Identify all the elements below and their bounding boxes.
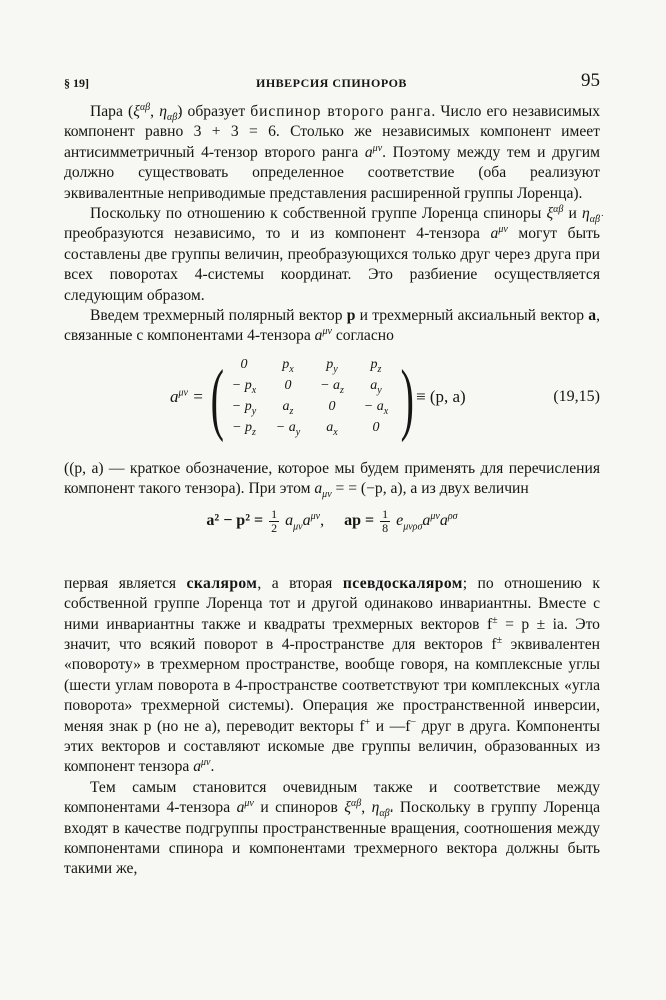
paragraph-5: первая является скаляром, а вторая псевдоскаляром; по отношению к собственной группе Лоренца тот и другой одинаково инвариантны. Вместе с ними инвариантны также и квадраты трехмерных векторов f± = p ± ia. Это значит, что всякий поворот в 4-пространстве для векторов f± эквивалентен «повороту» в трехмерном пространстве, вообще говоря, на комплексные углы (шести углам поворота в 4-пространстве соответствуют три комплексных «угла поворота» трехмерной системы). Операция же пространственной инверсии, меняя знак p (но не a), переводит векторы f+ и —f− друг в друга. Компоненты этих векторов и составляют искомые две группы величин, образованных из компонент тензора $a^{\mu\nu}$. bbox=[64, 574, 601, 776]
matrix-cell: − $a_x$ bbox=[363, 399, 389, 417]
paragraph-4: ((p, a) — краткое обозначение, которое мы будем применять для перечисления компонент такого тензора). При этом $a_{\mu\nu}$ = = (−p, a), а из двух величин bbox=[64, 459, 600, 501]
matrix-row bbox=[222, 418, 398, 439]
matrix-cell: − $a_y$ bbox=[275, 420, 301, 438]
matrix-cell: $a_y$ bbox=[370, 378, 382, 396]
matrix-cell: $p_z$ bbox=[370, 357, 382, 375]
paragraph-6: Тем самым становится очевидным также и соответствие между компонентами 4-тензора $a^{\mu\nu}$ и спиноров $\xi^{\alpha\beta}$, $\eta_{\alphȧ\betȧ}$. Поскольку в группу Лоренца входят в качестве подгруппы пространственные вращения, соотношения между компонентами спинора и компонентами трехмерного вектора должны быть такими же, bbox=[64, 778, 600, 878]
matrix-cell: − $p_z$ bbox=[232, 420, 256, 438]
right-paren: ) bbox=[400, 354, 414, 443]
eq-lhs: $a^{\mu\nu}$ = bbox=[170, 386, 204, 406]
matrix-cell: 0 bbox=[372, 420, 380, 436]
matrix-cell: 0 bbox=[328, 399, 336, 415]
running-header bbox=[64, 66, 600, 102]
body-text bbox=[64, 102, 600, 880]
matrix-cell: − $p_y$ bbox=[231, 399, 257, 417]
matrix-cell: $p_x$ bbox=[282, 357, 294, 375]
matrix-cell: − $a_z$ bbox=[320, 378, 344, 396]
paragraph-2: Поскольку по отношению к собственной группе Лоренца спиноры $\xi^{\alpha\beta}$ и $\eta_{\alphȧ\betȧ}$ преобразуются независимо, то и из компонент 4-тензора $a^{\mu\nu}$ могут быть составлены две группы величин, преобразующихся только друг через друга при всех поворотах 4-системы координат. Это разбиение осуществляется следующим образом. bbox=[64, 203, 600, 304]
section-marker: § 19] bbox=[64, 76, 89, 90]
fraction-one-eighth: $\frac{1}{8}$ bbox=[382, 506, 389, 535]
paragraph-3: Введем трехмерный полярный вектор p и трехмерный аксиальный вектор a, связанные с компонентами 4-тензора $a^{\mu\nu}$ согласно bbox=[64, 307, 600, 345]
term-bispinor: биспинор второго ранга bbox=[250, 103, 432, 120]
fraction-one-half: $\frac{1}{2}$ bbox=[271, 506, 278, 535]
page-number: 95 bbox=[581, 70, 600, 91]
matrix-cell: − $p_x$ bbox=[231, 378, 257, 396]
term-scalar: скаляром bbox=[186, 574, 258, 592]
matrix-cell: $p_y$ bbox=[326, 357, 338, 375]
equation-19-15 bbox=[64, 353, 600, 453]
matrix-cell: 0 bbox=[240, 357, 248, 373]
matrix-cell: $a_x$ bbox=[326, 420, 338, 438]
matrix-cell: $a_z$ bbox=[282, 399, 294, 417]
book-page bbox=[64, 66, 600, 880]
term-pseudoscalar: псевдоскаляром bbox=[342, 574, 463, 592]
equation-number: (19,15) bbox=[553, 387, 600, 405]
matrix-cell: 0 bbox=[284, 378, 292, 394]
left-paren: ( bbox=[210, 354, 224, 443]
paragraph-1: Пара ($\xi^{\alpha\beta}$, $\eta_{\alphȧ\betȧ}$) образует биспинор второго ранга. Число его независимых компонент равно 3 + 3 = 6. Столько же независимых компонент имеет антисимметричный 4-тензор второго ранга $a^{\mu\nu}$. Поэтому между тем и другим должно существовать определенное соответствие (оба реализуют эквивалентные неприводимые представления расширенной группы Лоренца). bbox=[64, 101, 601, 202]
matrix-row bbox=[222, 355, 398, 376]
chapter-title: ИНВЕРСИЯ СПИНОРОВ bbox=[256, 76, 407, 90]
matrix-row bbox=[222, 397, 398, 418]
invariants-equation: a² − p² = $\frac{1}{2}$ $a_{\mu\nu}a^{\mu\nu}$, ap = $\frac{1}{8}$ $e_{\mu\nu\rho\sigma}a^{\mu\nu}a^{\rho\sigma}$ bbox=[206, 506, 458, 535]
eq-rhs: ≡ (p, a) bbox=[416, 386, 466, 406]
matrix-row bbox=[222, 376, 398, 397]
tensor-matrix bbox=[222, 355, 398, 439]
